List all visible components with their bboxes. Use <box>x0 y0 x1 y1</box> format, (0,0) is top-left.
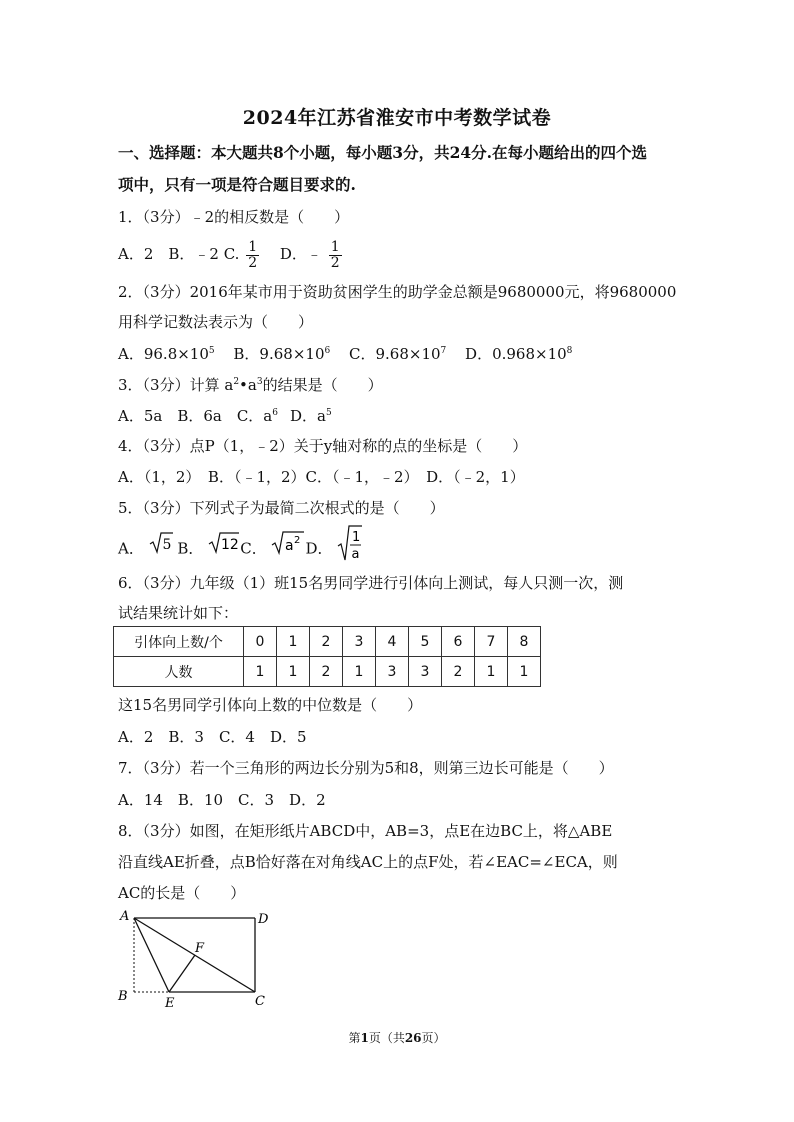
fraction-denominator: 2 <box>330 254 340 271</box>
table-cell: 1 <box>475 657 508 687</box>
q6-stem-line2: 试结果统计如下： <box>118 604 239 622</box>
table-cell: 5 <box>409 627 442 657</box>
pullup-stats-table <box>113 626 541 687</box>
q8-stem-line3: AC的长是（ ） <box>118 884 246 902</box>
label-a: A <box>120 909 130 924</box>
q2-stem-line2: 用科学记数法表示为（ ） <box>118 313 314 331</box>
q3-stem-text: 3．（3分）计算 a <box>118 376 234 394</box>
table-cell: 8 <box>508 627 541 657</box>
q5-option-b-label: B． <box>177 539 204 558</box>
segment-ef <box>169 955 195 992</box>
exponent: 6 <box>272 408 278 418</box>
fraction-numerator: 1 <box>248 238 258 255</box>
page-title: 2024年江苏省淮安市中考数学试卷 <box>242 107 552 129</box>
section-header-line2: 项中，只有一项是符合题目要求的. <box>118 175 356 194</box>
q1-options <box>118 238 688 271</box>
q4-options: A．（1，2） B．（﹣1，2）C．（﹣1，﹣2） D．（﹣2，1） <box>118 468 525 486</box>
sqrt-a-squared <box>271 530 305 569</box>
exponent: 6 <box>324 346 331 356</box>
table-row <box>114 657 541 687</box>
footer-text: 第 <box>348 1031 361 1045</box>
q1-option-d: D．﹣ <box>279 245 322 263</box>
exponent: 2 <box>233 377 240 387</box>
q5-stem: 5．（3分）下列式子为最简二次根式的是（ ） <box>118 499 445 517</box>
q5-options <box>118 524 688 564</box>
table-cell: 1 <box>277 657 310 687</box>
q5-option-c-label: C． <box>240 539 267 558</box>
radicand-numerator: 1 <box>352 530 361 545</box>
sqrt-one-over-a <box>337 524 363 575</box>
table-cell: 3 <box>409 657 442 687</box>
label-b: B <box>118 989 128 1004</box>
q1-fraction-c <box>246 240 259 271</box>
table-cell: 1 <box>508 657 541 687</box>
exponent: 5 <box>208 346 215 356</box>
q2-option-a <box>118 344 215 364</box>
table-cell: 7 <box>475 627 508 657</box>
q5-option-a-label: A． <box>118 539 144 558</box>
radical-sign <box>208 531 240 555</box>
q3-option-d: D．a <box>289 407 326 425</box>
table-cell: 2 <box>310 657 343 687</box>
page-number: 1 <box>360 1031 369 1045</box>
sqrt-5 <box>149 531 173 568</box>
table-row <box>114 627 541 657</box>
label-c: C <box>255 994 265 1009</box>
q5-option-d-label: D． <box>305 539 333 558</box>
table-cell: 2 <box>310 627 343 657</box>
section-header-line1: 一、选择题：本大题共8个小题，每小题3分，共24分.在每小题给出的四个选 <box>118 143 648 162</box>
q2-option-d <box>465 344 572 364</box>
q1-fraction-d <box>329 240 342 271</box>
fraction-denominator: 2 <box>248 254 258 271</box>
q8-stem-line2: 沿直线AE折叠，点B恰好落在对角线AC上的点F处，若∠EAC=∠ECA，则 <box>118 853 618 871</box>
q3-stem <box>118 375 688 395</box>
sqrt-12 <box>208 531 240 568</box>
q7-stem: 7．（3分）若一个三角形的两边长分别为5和8，则第三边长可能是（ ） <box>118 759 614 777</box>
exponent: 7 <box>440 346 447 356</box>
label-d: D <box>258 912 269 927</box>
table-cell: 2 <box>442 657 475 687</box>
rectangle-fold-figure <box>112 905 282 1013</box>
q3-stem-text: •a <box>239 376 257 394</box>
table-cell: 3 <box>376 657 409 687</box>
radical-sign <box>149 531 173 555</box>
q2-options <box>118 344 688 364</box>
table-cell: 1 <box>244 657 277 687</box>
fraction-numerator: 1 <box>330 238 340 255</box>
radical-sign <box>271 530 305 556</box>
table-row-header: 人数 <box>114 657 244 687</box>
option-text: B．9.68×10 <box>233 345 325 363</box>
option-text: A．96.8×10 <box>118 345 209 363</box>
q6-options: A．2 B．3 C．4 D．5 <box>118 728 307 746</box>
footer-text: 页） <box>421 1031 446 1045</box>
exponent: 3 <box>256 377 263 387</box>
q2-stem-line1: 2．（3分）2016年某市用于资助贫困学生的助学金总额是9680000元，将9680000 <box>118 283 677 301</box>
table-cell: 1 <box>343 657 376 687</box>
q6-stem-line1: 6．（3分）九年级（1）班15名男同学进行引体向上测试，每人只测一次，测 <box>118 574 624 592</box>
table-row-header: 引体向上数/个 <box>114 627 244 657</box>
exponent: 5 <box>325 408 332 418</box>
table-cell: 4 <box>376 627 409 657</box>
q2-option-c <box>349 344 446 364</box>
radicand-exponent: 2 <box>294 535 301 546</box>
q3-option-text: A．5a B．6a C．a <box>118 407 273 425</box>
radicand: 12 <box>221 537 240 553</box>
footer-text: 页（共 <box>368 1031 405 1045</box>
radicand: 5 <box>162 537 172 553</box>
radicand: a <box>285 538 295 554</box>
table-cell: 3 <box>343 627 376 657</box>
q1-stem: 1．（3分）﹣2的相反数是（ ） <box>118 208 350 226</box>
q2-option-b <box>233 344 330 364</box>
option-text: D．0.968×10 <box>465 345 567 363</box>
q4-stem: 4．（3分）点P（1，﹣2）关于y轴对称的点的坐标是（ ） <box>118 437 528 455</box>
exponent: 8 <box>566 346 573 356</box>
q8-stem-line1: 8．（3分）如图，在矩形纸片ABCD中，AB=3，点E在边BC上，将△ABE <box>118 822 613 840</box>
label-e: E <box>165 996 175 1011</box>
q6-question: 这15名男同学引体向上数的中位数是（ ） <box>118 696 423 714</box>
q3-stem-text: 的结果是（ ） <box>262 376 383 394</box>
radical-sign <box>337 524 363 562</box>
page-footer <box>0 1029 794 1046</box>
q3-options <box>118 406 688 426</box>
label-f: F <box>195 941 205 956</box>
table-cell: 0 <box>244 627 277 657</box>
option-text: C．9.68×10 <box>349 345 441 363</box>
q1-option-abc: A．2 B．﹣2 C. <box>118 245 240 263</box>
table-cell: 1 <box>277 627 310 657</box>
table-cell: 6 <box>442 627 475 657</box>
total-pages: 26 <box>404 1031 422 1045</box>
radicand-denominator: a <box>351 547 360 562</box>
q7-options: A．14 B．10 C．3 D．2 <box>118 791 326 809</box>
